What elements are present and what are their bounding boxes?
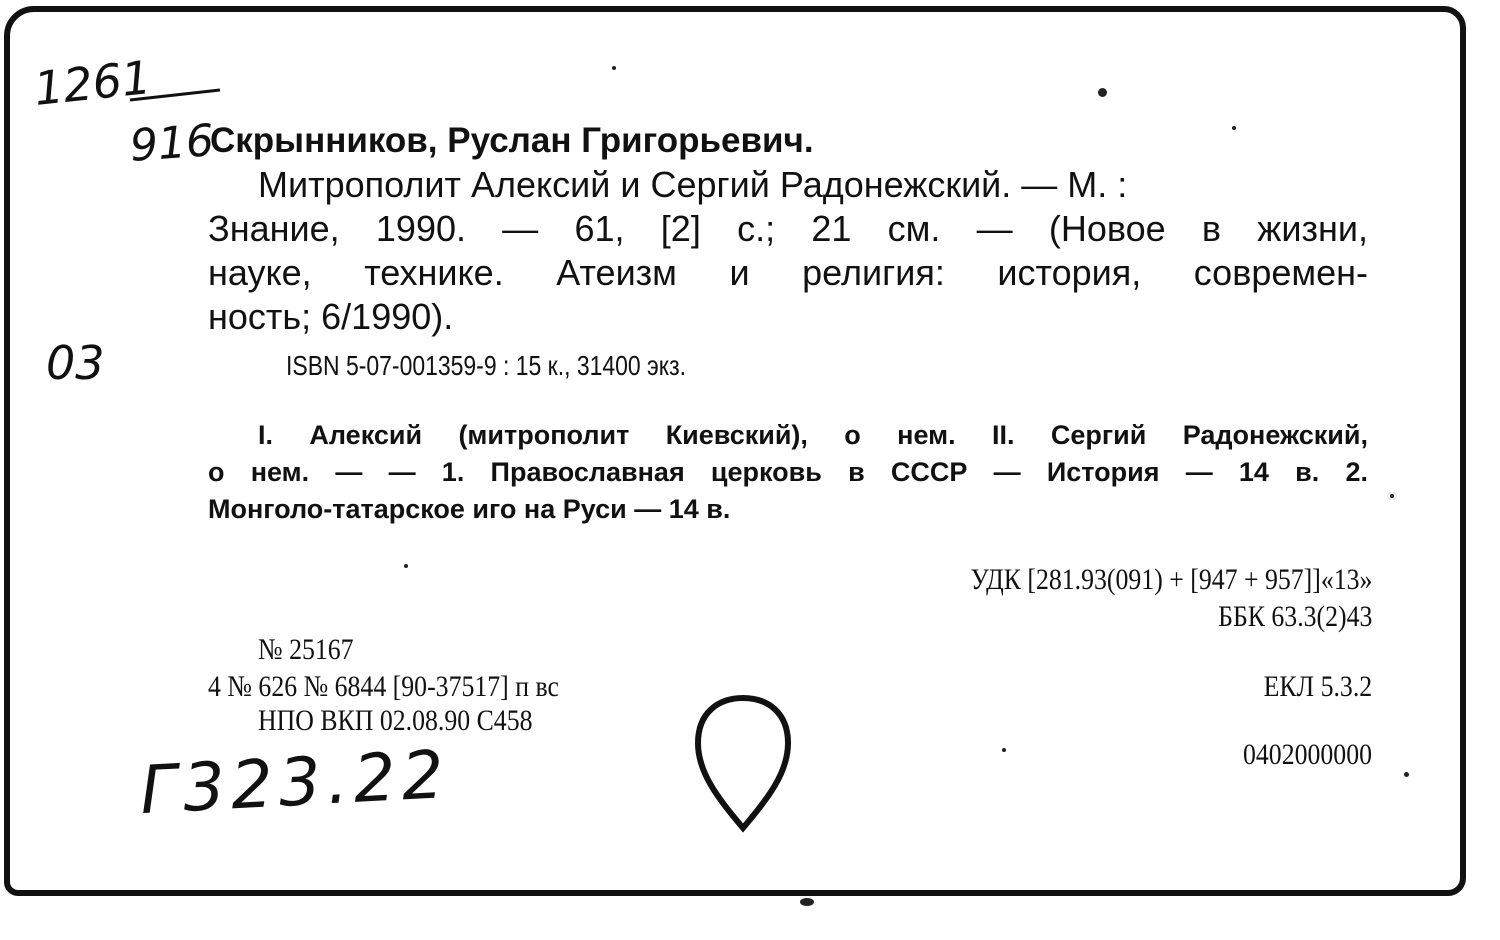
- isbn-line: ISBN 5-07-001359-9 : 15 к., 31400 экз.: [286, 350, 686, 381]
- speck: [1232, 126, 1236, 130]
- speck: [1098, 88, 1107, 97]
- description-line-4: ность; 6/1990).: [208, 296, 454, 337]
- handwritten-code-916: 916: [128, 115, 216, 172]
- description-line-2: Знание, 1990. — 61, [2] с.; 21 см. — (Новое в жизни,: [208, 208, 1368, 249]
- imprint-printer: НПО ВКП 02.08.90 С458: [258, 704, 533, 737]
- speck: [1390, 494, 1394, 498]
- speck: [800, 898, 814, 906]
- handwritten-underline: [128, 84, 228, 104]
- punch-hole-outline: [688, 688, 798, 838]
- author-heading: Скрынников, Руслан Григорьевич.: [210, 121, 814, 160]
- numeric-code: 0402000000: [1243, 738, 1372, 771]
- udk-code: УДК [281.93(091) + [947 + 957]]«13»: [969, 563, 1372, 596]
- ekl-code: ЕКЛ 5.3.2: [1263, 670, 1372, 703]
- handwritten-shelf-mark: Г323.22: [138, 735, 452, 830]
- speck: [1002, 748, 1006, 752]
- subjects-line-1: I. Алексий (митрополит Киевский), о нем. II. Сергий Радонежский,: [258, 420, 1368, 450]
- handwritten-card-number: 1261: [31, 50, 154, 116]
- imprint-order: 4 № 626 № 6844 [90-37517] п вс: [208, 670, 559, 703]
- description-line-1: Митрополит Алексий и Сергий Радонежский. — М. :: [258, 164, 1128, 205]
- speck: [612, 66, 616, 70]
- imprint-number: № 25167: [258, 633, 354, 666]
- speck: [1404, 772, 1409, 777]
- description-line-3: науке, технике. Атеизм и религия: история, современ-: [208, 252, 1368, 293]
- handwritten-mark-03: 03: [46, 336, 105, 390]
- bbk-code: ББК 63.3(2)43: [1217, 600, 1372, 633]
- subjects-line-2: о нем. — — 1. Православная церковь в СССР — История — 14 в. 2.: [208, 457, 1368, 487]
- speck: [404, 564, 408, 568]
- subjects-line-3: Монголо-татарское иго на Руси — 14 в.: [208, 494, 731, 524]
